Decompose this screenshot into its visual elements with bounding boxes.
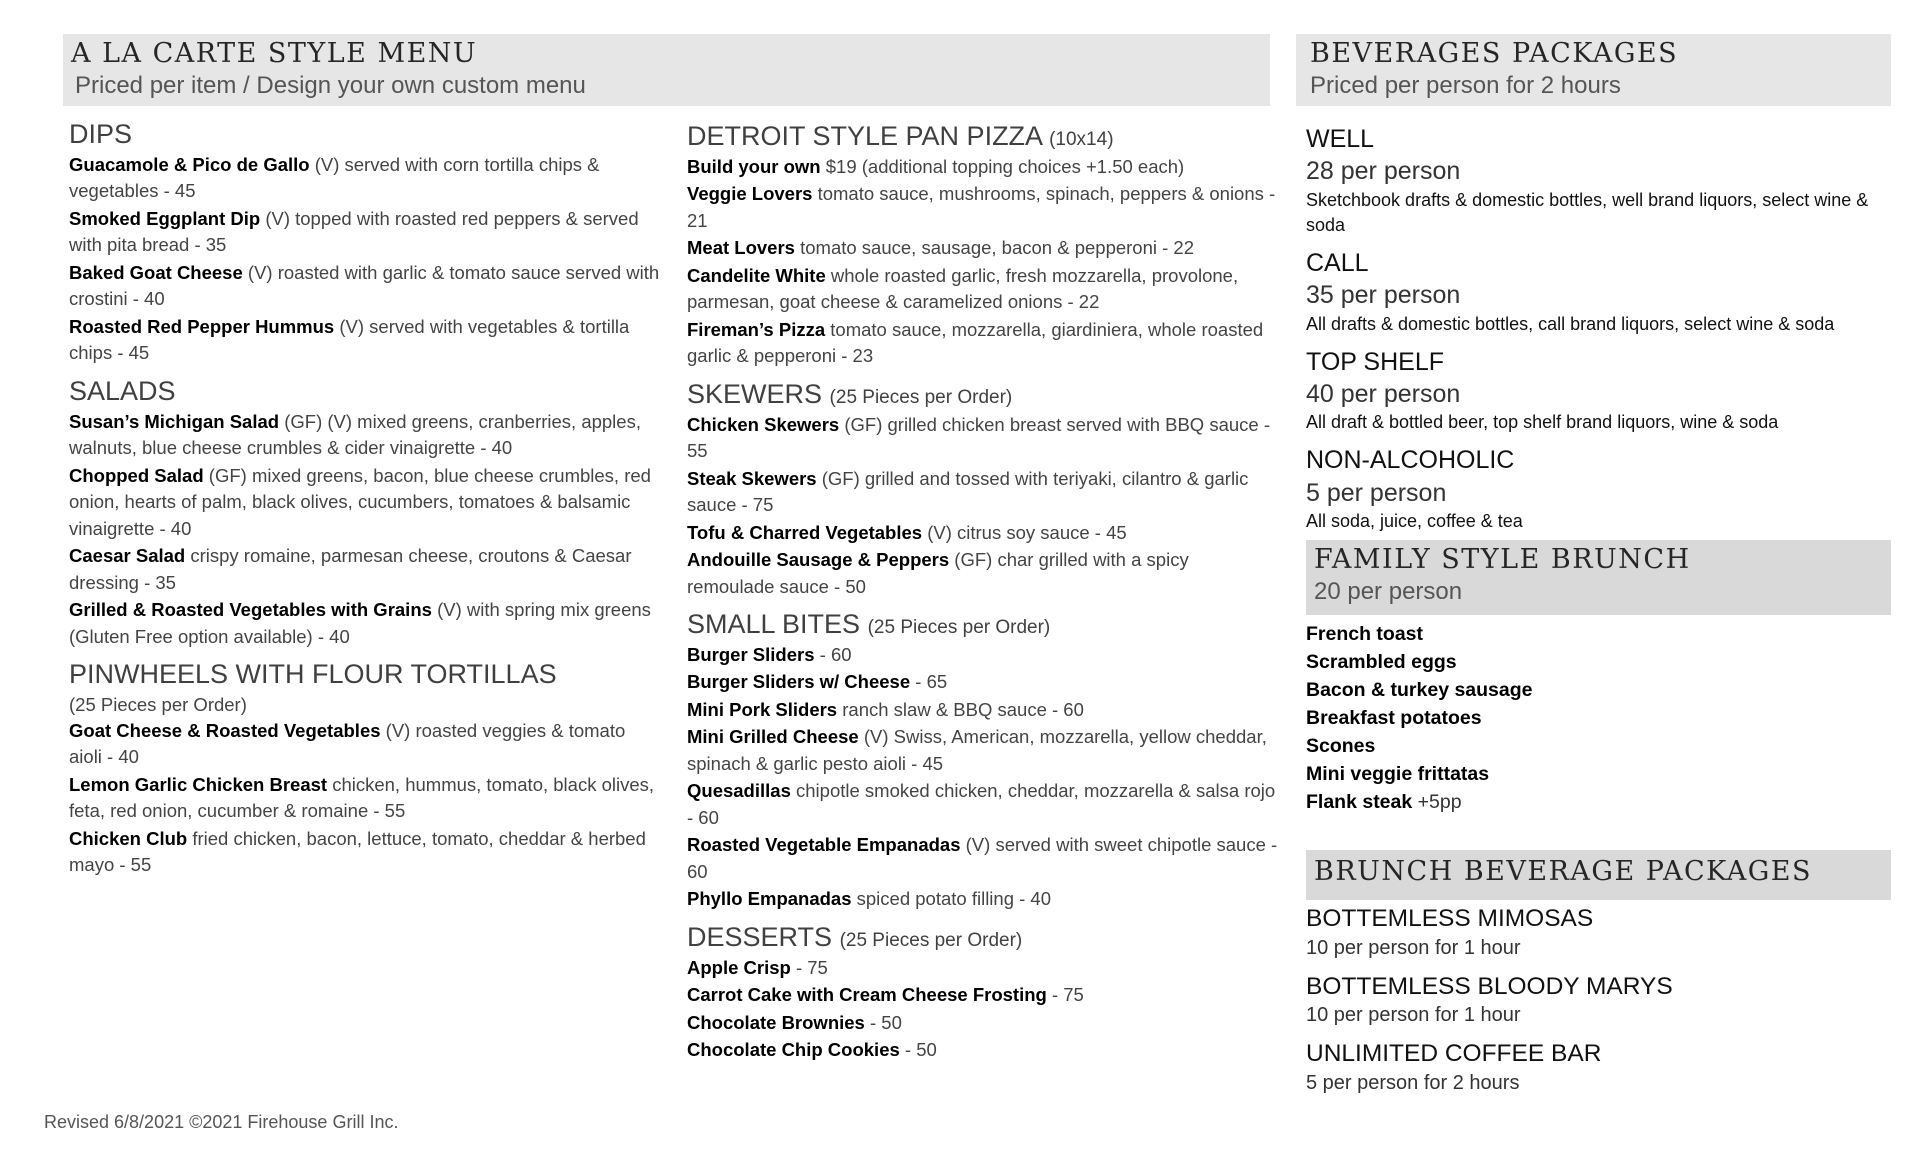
- menu-item: [687, 778, 1279, 831]
- pizza-note: (10x14): [1049, 129, 1114, 150]
- beverage-package-description: All soda, juice, coffee & tea: [1306, 511, 1523, 531]
- skewers-note: (25 Pieces per Order): [829, 386, 1013, 408]
- menu-item-name: Quesadillas: [687, 780, 791, 802]
- menu-item: [687, 317, 1279, 370]
- menu-item-name: Tofu & Charred Vegetables: [687, 521, 923, 543]
- menu-item-description: (V) citrus soy sauce - 45: [927, 521, 1127, 543]
- beverage-package: [1306, 445, 1896, 534]
- brunch-beverage-list: [1306, 904, 1891, 1097]
- section-title-skewers: [687, 378, 1279, 412]
- beverage-package-name: TOP SHELF: [1306, 347, 1445, 376]
- brunch-item: [1306, 732, 1891, 760]
- menu-item-name: Burger Sliders w/ Cheese: [687, 671, 911, 693]
- beverage-packages: [1306, 118, 1896, 534]
- dips-list: [69, 152, 661, 367]
- menu-column-left: [69, 118, 661, 880]
- beverage-package-price: 28 per person: [1306, 157, 1461, 186]
- section-title-salads: SALADS: [69, 375, 176, 406]
- menu-item-description: tomato sauce, sausage, bacon & pepperoni - 22: [800, 237, 1195, 259]
- menu-item: [687, 412, 1279, 465]
- brunch-item-name: Flank steak: [1306, 791, 1413, 813]
- menu-item-description: chipotle smoked chicken, cheddar, mozzarella & salsa rojo - 60: [687, 780, 1276, 828]
- menu-item-description: whole roasted garlic, fresh mozzarella, provolone, parmesan, goat cheese & caramelized onions - 22: [687, 264, 1239, 313]
- brunch-item-name: Breakfast potatoes: [1306, 707, 1482, 729]
- menu-item-name: Mini Pork Sliders: [687, 698, 838, 720]
- brunch-header: [1306, 540, 1891, 615]
- menu-item-description: ranch slaw & BBQ sauce - 60: [842, 698, 1084, 720]
- menu-item: [687, 263, 1279, 316]
- menu-item-description: (GF) (V) mixed greens, cranberries, apples, walnuts, blue cheese crumbles & cider vinaigrette - 40: [69, 410, 641, 458]
- desserts-note: (25 Pieces per Order): [839, 929, 1023, 951]
- menu-item-name: Roasted Vegetable Empanadas: [687, 834, 961, 856]
- menu-item-description: (V) served with vegetables & tortilla chips - 45: [69, 315, 630, 364]
- menu-item-name: Meat Lovers: [687, 237, 795, 259]
- menu-item: [687, 520, 1279, 547]
- menu-item: [69, 543, 661, 596]
- desserts-list: [687, 955, 1279, 1064]
- menu-item-name: Goat Cheese & Roasted Vegetables: [69, 719, 381, 741]
- menu-item-description: (V) Swiss, American, mozzarella, yellow cheddar, spinach & garlic pesto aioli - 45: [687, 726, 1267, 774]
- brunch-beverage-package: [1306, 972, 1891, 1030]
- section-title-pizza: [687, 120, 1279, 154]
- menu-item-name: Lemon Garlic Chicken Breast: [69, 773, 328, 795]
- alacarte-title: A LA CARTE STYLE MENU: [71, 38, 478, 69]
- menu-item: [69, 826, 661, 879]
- menu-item-description: $19 (additional topping choices +1.50 each): [825, 155, 1185, 177]
- menu-item-description: - 50: [869, 1011, 902, 1033]
- menu-item-description: tomato sauce, mozzarella, giardiniera, whole roasted garlic & pepperoni - 23: [687, 318, 1264, 367]
- brunch-subtitle: 20 per person: [1314, 578, 1463, 606]
- menu-item-description: (GF) char grilled with a spicy remoulade sauce - 50: [687, 549, 1189, 597]
- menu-item-description: (V) topped with roasted red peppers & served with pita bread - 35: [69, 207, 639, 256]
- brunch-item-name: Scones: [1306, 735, 1376, 757]
- beverage-package-price: 35 per person: [1306, 281, 1461, 309]
- menu-item: [687, 642, 1279, 669]
- pizza-title: DETROIT STYLE PAN PIZZA: [687, 121, 1042, 151]
- menu-item-name: Mini Grilled Cheese: [687, 726, 859, 748]
- menu-item-name: Chicken Skewers: [687, 413, 840, 435]
- beverages-subtitle: Priced per person for 2 hours: [1310, 72, 1621, 100]
- menu-item-description: crispy romaine, parmesan cheese, croutons & Caesar dressing - 35: [69, 545, 632, 593]
- skewers-title: SKEWERS: [687, 378, 823, 409]
- menu-item: [687, 154, 1279, 181]
- menu-item: [687, 697, 1279, 724]
- menu-item-description: - 50: [904, 1039, 937, 1060]
- menu-item-description: - 65: [915, 671, 948, 693]
- pinwheels-list: [69, 718, 661, 879]
- menu-item-name: Veggie Lovers: [687, 183, 813, 205]
- section-title-dips: DIPS: [69, 119, 133, 149]
- menu-item: [69, 314, 661, 367]
- menu-item-description: - 75: [1051, 984, 1084, 1005]
- brunch-beverage-packages: [1306, 904, 1891, 1107]
- brunch-beverage-package: [1306, 1039, 1891, 1097]
- menu-item-name: Susan’s Michigan Salad: [69, 410, 280, 432]
- brunch-beverage-detail: 5 per person for 2 hours: [1306, 1071, 1520, 1094]
- brunch-item-name: Bacon & turkey sausage: [1306, 679, 1533, 701]
- menu-item-description: - 60: [819, 643, 852, 665]
- menu-item-description: (V) served with corn tortilla chips & vegetables - 45: [69, 153, 600, 202]
- brunch-beverage-name: UNLIMITED COFFEE BAR: [1306, 1040, 1602, 1068]
- brunch-title: FAMILY STYLE BRUNCH: [1314, 544, 1691, 575]
- menu-item: [687, 1010, 1279, 1037]
- menu-item: [687, 235, 1279, 262]
- beverage-package-description: Sketchbook drafts & domestic bottles, well brand liquors, select wine & soda: [1306, 189, 1869, 235]
- menu-item-name: Fireman’s Pizza: [687, 318, 826, 340]
- menu-item-name: Apple Crisp: [687, 956, 791, 978]
- menu-item-description: (V) roasted with garlic & tomato sauce served with crostini - 40: [69, 261, 660, 310]
- beverage-package-price: 40 per person: [1306, 379, 1461, 408]
- menu-item-description: spiced potato filling - 40: [856, 888, 1052, 910]
- brunch-beverage-title: BRUNCH BEVERAGE PACKAGES: [1314, 856, 1812, 887]
- brunch-item-surcharge: +5pp: [1417, 791, 1462, 813]
- menu-item-name: Roasted Red Pepper Hummus: [69, 315, 335, 337]
- menu-item-description: (GF) mixed greens, bacon, blue cheese crumbles, red onion, hearts of palm, black olives, cucumbers, tomatoes & balsamic vinaigrette - 40: [69, 464, 651, 539]
- brunch-item-list: [1306, 620, 1891, 816]
- brunch-beverage-package: [1306, 904, 1891, 962]
- menu-item-name: Burger Sliders: [687, 643, 815, 665]
- brunch-item: [1306, 788, 1891, 816]
- brunch-item: [1306, 648, 1891, 676]
- menu-item-name: Guacamole & Pico de Gallo: [69, 153, 310, 175]
- menu-item: [69, 772, 661, 825]
- menu-item: [687, 669, 1279, 696]
- section-title-pinwheels: PINWHEELS WITH FLOUR TORTILLAS: [69, 659, 557, 689]
- brunch-item-name: Scrambled eggs: [1306, 651, 1457, 673]
- pizza-list: [687, 154, 1279, 370]
- brunch-item-name: Mini veggie frittatas: [1306, 763, 1490, 785]
- pinwheels-note: (25 Pieces per Order): [69, 693, 247, 715]
- beverage-package: [1306, 347, 1896, 436]
- menu-item-name: Baked Goat Cheese: [69, 261, 243, 283]
- section-title-desserts: [687, 921, 1279, 955]
- menu-item-name: Carrot Cake with Cream Cheese Frosting: [687, 984, 1047, 1005]
- brunch-beverage-name: BOTTEMLESS MIMOSAS: [1306, 905, 1594, 932]
- beverage-package: [1306, 124, 1896, 238]
- menu-item-name: Chicken Club: [69, 827, 188, 849]
- menu-item-description: - 75: [795, 956, 828, 978]
- brunch-beverage-detail: 10 per person for 1 hour: [1306, 1004, 1521, 1027]
- salads-list: [69, 409, 661, 651]
- beverage-package-name: CALL: [1306, 248, 1369, 277]
- menu-item-description: (GF) grilled chicken breast served with BBQ sauce - 55: [687, 413, 1270, 461]
- menu-item-name: Smoked Eggplant Dip: [69, 207, 261, 229]
- menu-item-name: Grilled & Roasted Vegetables with Grains: [69, 599, 432, 620]
- brunch-beverage-detail: 10 per person for 1 hour: [1306, 936, 1521, 959]
- alacarte-subtitle: Priced per item / Design your own custom menu: [75, 72, 586, 100]
- beverage-package-name: NON-ALCOHOLIC: [1306, 446, 1515, 475]
- menu-item-description: chicken, hummus, tomato, black olives, feta, red onion, cucumber & romaine - 55: [69, 773, 655, 822]
- alacarte-header: [63, 34, 1270, 106]
- brunch-item: [1306, 620, 1891, 648]
- small-bites-list: [687, 642, 1279, 913]
- menu-item: [69, 206, 661, 259]
- menu-item-name: Chocolate Brownies: [687, 1011, 865, 1033]
- brunch-item: [1306, 760, 1891, 788]
- menu-item: [687, 886, 1279, 913]
- menu-item: [687, 1037, 1279, 1064]
- menu-item-description: (V) served with sweet chipotle sauce - 60: [687, 834, 1278, 882]
- beverages-title: BEVERAGES PACKAGES: [1310, 38, 1679, 69]
- beverage-package-description: All drafts & domestic bottles, call brand liquors, select wine & soda: [1306, 313, 1835, 334]
- menu-item: [687, 466, 1279, 519]
- beverage-package-description: All draft & bottled beer, top shelf brand liquors, wine & soda: [1306, 412, 1779, 433]
- footer-revision: Revised 6/8/2021 ©2021 Firehouse Grill Inc.: [44, 1112, 399, 1132]
- brunch-item-name: French toast: [1306, 623, 1424, 645]
- brunch-item: [1306, 676, 1891, 704]
- menu-item-name: Chopped Salad: [69, 464, 204, 486]
- menu-item-description: tomato sauce, mushrooms, spinach, peppers & onions - 21: [687, 183, 1276, 231]
- skewers-list: [687, 412, 1279, 601]
- menu-item-description: (V) with spring mix greens (Gluten Free option available) - 40: [69, 599, 651, 647]
- menu-item-name: Candelite White: [687, 264, 826, 286]
- small-bites-note: (25 Pieces per Order): [867, 617, 1051, 638]
- menu-item-name: Phyllo Empanadas: [687, 888, 852, 910]
- menu-item: [687, 181, 1279, 234]
- menu-item: [69, 718, 661, 771]
- beverage-package-price: 5 per person: [1306, 478, 1447, 507]
- beverage-package-name: WELL: [1306, 125, 1375, 153]
- menu-item: [687, 547, 1279, 600]
- menu-item-name: Andouille Sausage & Peppers: [687, 549, 950, 570]
- menu-item-name: Build your own: [687, 155, 821, 177]
- menu-item: [69, 463, 661, 543]
- small-bites-title: SMALL BITES: [687, 609, 861, 639]
- menu-item: [69, 597, 661, 650]
- menu-column-middle: [687, 120, 1279, 1065]
- menu-item: [69, 409, 661, 462]
- menu-item-name: Steak Skewers: [687, 467, 817, 489]
- menu-item-name: Caesar Salad: [69, 545, 186, 566]
- menu-item: [687, 955, 1279, 982]
- brunch-beverage-name: BOTTEMLESS BLOODY MARYS: [1306, 972, 1673, 1000]
- menu-item: [69, 260, 661, 313]
- menu-item-description: (GF) grilled and tossed with teriyaki, cilantro & garlic sauce - 75: [687, 467, 1249, 515]
- beverage-package: [1306, 248, 1896, 337]
- menu-item: [687, 832, 1279, 885]
- menu-item: [687, 982, 1279, 1009]
- beverages-header: [1296, 34, 1891, 106]
- beverage-package-list: [1306, 124, 1896, 534]
- brunch-items: [1306, 620, 1891, 816]
- brunch-beverage-header: [1306, 850, 1891, 900]
- desserts-title: DESSERTS: [687, 921, 833, 952]
- menu-item-name: Chocolate Chip Cookies: [687, 1039, 900, 1060]
- section-title-small-bites: [687, 608, 1279, 642]
- menu-item-description: (V) roasted veggies & tomato aioli - 40: [69, 719, 626, 768]
- menu-item: [69, 152, 661, 205]
- brunch-item: [1306, 704, 1891, 732]
- menu-item-description: fried chicken, bacon, lettuce, tomato, cheddar & herbed mayo - 55: [69, 827, 646, 876]
- menu-item: [687, 724, 1279, 777]
